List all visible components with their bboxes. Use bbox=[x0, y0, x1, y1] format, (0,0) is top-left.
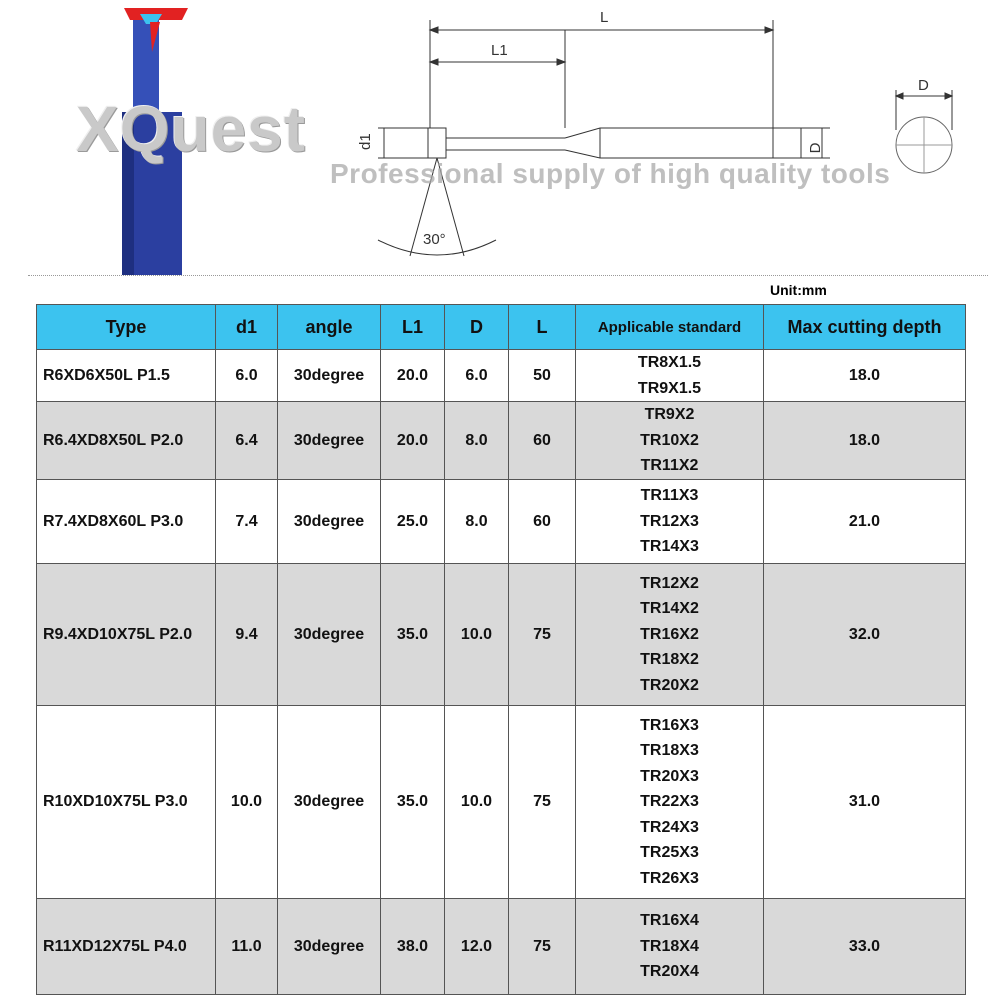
cell-type: R7.4XD8X60L P3.0 bbox=[37, 480, 216, 564]
cell-max-depth: 21.0 bbox=[764, 480, 966, 564]
col-header-d1: d1 bbox=[216, 305, 278, 350]
cell-angle: 30degree bbox=[278, 350, 381, 402]
dim-label-D-side: D bbox=[918, 77, 929, 94]
standard-item: TR26X3 bbox=[640, 869, 699, 887]
cell-d1: 9.4 bbox=[216, 564, 278, 706]
standard-item: TR14X3 bbox=[640, 538, 699, 556]
standard-item: TR16X4 bbox=[640, 912, 699, 930]
cell-standards bbox=[576, 350, 764, 402]
cell-l1: 25.0 bbox=[381, 480, 445, 564]
standard-item: TR14X2 bbox=[640, 600, 699, 618]
header bbox=[0, 0, 1000, 280]
cell-d: 8.0 bbox=[445, 402, 509, 480]
standard-item: TR24X3 bbox=[640, 818, 699, 836]
cell-l1: 20.0 bbox=[381, 350, 445, 402]
cell-d: 8.0 bbox=[445, 480, 509, 564]
cell-max-depth: 31.0 bbox=[764, 706, 966, 899]
table-row bbox=[37, 402, 966, 480]
cell-standards bbox=[576, 402, 764, 480]
cell-type: R10XD10X75L P3.0 bbox=[37, 706, 216, 899]
cell-type: R9.4XD10X75L P2.0 bbox=[37, 564, 216, 706]
col-header-angle: angle bbox=[278, 305, 381, 350]
cell-max-depth: 18.0 bbox=[764, 350, 966, 402]
cell-max-depth: 18.0 bbox=[764, 402, 966, 480]
standard-item: TR20X3 bbox=[640, 767, 699, 785]
col-header-max-depth: Max cutting depth bbox=[764, 305, 966, 350]
dim-label-d1: d1 bbox=[357, 133, 374, 150]
cell-d: 10.0 bbox=[445, 564, 509, 706]
standard-item: TR20X2 bbox=[640, 676, 699, 694]
cell-d: 10.0 bbox=[445, 706, 509, 899]
standard-item: TR11X2 bbox=[640, 457, 699, 475]
cell-d1: 7.4 bbox=[216, 480, 278, 564]
unit-label: Unit:mm bbox=[770, 282, 827, 298]
standard-item: TR10X2 bbox=[640, 431, 699, 449]
cell-standards bbox=[576, 706, 764, 899]
standard-item: TR22X3 bbox=[640, 793, 699, 811]
table-row bbox=[37, 706, 966, 899]
cell-l1: 38.0 bbox=[381, 899, 445, 995]
standard-item: TR12X3 bbox=[640, 512, 699, 530]
cell-angle: 30degree bbox=[278, 899, 381, 995]
cell-max-depth: 33.0 bbox=[764, 899, 966, 995]
cell-standards bbox=[576, 564, 764, 706]
brand-watermark: XQuest bbox=[76, 93, 307, 165]
tagline-watermark: Professional supply of high quality tools bbox=[330, 158, 891, 189]
dim-label-L: L bbox=[600, 9, 609, 26]
cell-angle: 30degree bbox=[278, 402, 381, 480]
standard-item: TR8X1.5 bbox=[637, 354, 702, 371]
col-header-standard: Applicable standard bbox=[576, 305, 764, 350]
col-header-type: Type bbox=[37, 305, 216, 350]
standard-item: TR16X3 bbox=[640, 716, 699, 734]
standard-item: TR18X3 bbox=[640, 742, 699, 760]
col-header-l: L bbox=[509, 305, 576, 350]
cell-d1: 6.0 bbox=[216, 350, 278, 402]
cell-l: 75 bbox=[509, 706, 576, 899]
col-header-d: D bbox=[445, 305, 509, 350]
cell-l1: 35.0 bbox=[381, 564, 445, 706]
cell-standards bbox=[576, 899, 764, 995]
cell-angle: 30degree bbox=[278, 480, 381, 564]
table-row bbox=[37, 480, 966, 564]
cell-standards bbox=[576, 480, 764, 564]
cell-l: 75 bbox=[509, 564, 576, 706]
cell-l1: 35.0 bbox=[381, 706, 445, 899]
cell-l: 75 bbox=[509, 899, 576, 995]
table-row bbox=[37, 350, 966, 402]
spec-table bbox=[36, 304, 966, 995]
standard-item: TR9X2 bbox=[644, 406, 695, 424]
table-row bbox=[37, 564, 966, 706]
standard-item: TR20X4 bbox=[640, 963, 699, 981]
cell-l: 50 bbox=[509, 350, 576, 402]
cell-angle: 30degree bbox=[278, 564, 381, 706]
angle-label: 30° bbox=[423, 231, 446, 248]
dim-label-L1: L1 bbox=[491, 42, 508, 59]
standard-item: TR9X1.5 bbox=[637, 379, 702, 397]
cell-d: 6.0 bbox=[445, 350, 509, 402]
col-header-l1: L1 bbox=[381, 305, 445, 350]
standard-item: TR12X2 bbox=[640, 574, 699, 592]
cell-angle: 30degree bbox=[278, 706, 381, 899]
cell-type: R6.4XD8X50L P2.0 bbox=[37, 402, 216, 480]
standard-item: TR18X4 bbox=[640, 937, 699, 955]
cell-d1: 11.0 bbox=[216, 899, 278, 995]
table-header-row bbox=[37, 305, 966, 350]
standard-item: TR16X2 bbox=[640, 625, 699, 643]
cell-max-depth: 32.0 bbox=[764, 564, 966, 706]
cell-type: R6XD6X50L P1.5 bbox=[37, 350, 216, 402]
cell-l: 60 bbox=[509, 402, 576, 480]
cell-type: R11XD12X75L P4.0 bbox=[37, 899, 216, 995]
standard-item: TR18X2 bbox=[640, 651, 699, 669]
cell-d1: 6.4 bbox=[216, 402, 278, 480]
standard-item: TR11X3 bbox=[640, 487, 699, 505]
cell-d: 12.0 bbox=[445, 899, 509, 995]
cell-l1: 20.0 bbox=[381, 402, 445, 480]
cell-l: 60 bbox=[509, 480, 576, 564]
technical-drawing bbox=[378, 20, 952, 256]
divider bbox=[28, 275, 988, 276]
cell-d1: 10.0 bbox=[216, 706, 278, 899]
dim-label-D: D bbox=[807, 142, 824, 154]
table-row bbox=[37, 899, 966, 995]
standard-item: TR25X3 bbox=[640, 844, 699, 862]
